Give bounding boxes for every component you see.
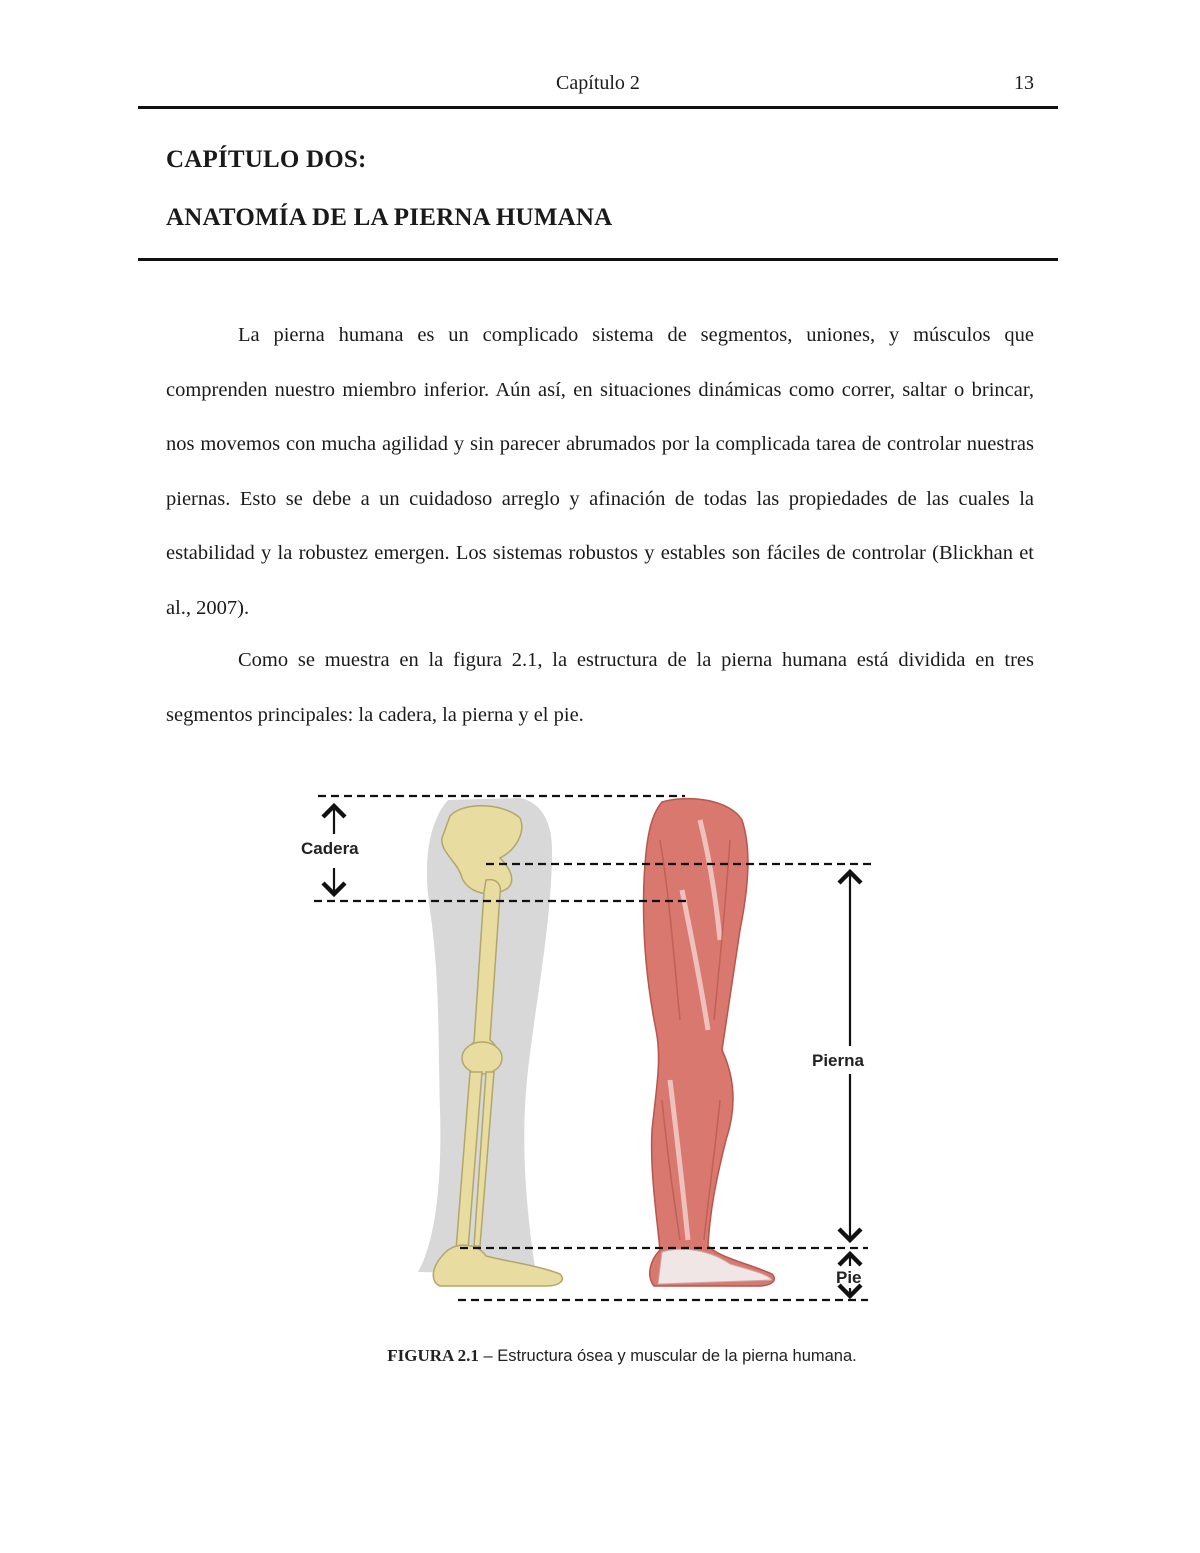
chapter-number-title: CAPÍTULO DOS:	[166, 146, 367, 173]
figure-caption	[0, 1346, 1200, 1366]
foot-label: Pie	[836, 1268, 862, 1287]
title-rule	[138, 258, 1058, 261]
leg-anatomy-illustration	[290, 780, 890, 1325]
running-header-chapter: Capítulo 2	[556, 72, 640, 94]
page-number: 13	[1014, 72, 1034, 94]
leg-label: Pierna	[812, 1051, 864, 1070]
figure-caption-label: FIGURA 2.1	[387, 1346, 479, 1365]
figure-caption-separator: –	[478, 1347, 498, 1365]
paragraph-1	[166, 308, 1034, 635]
hip-label: Cadera	[301, 839, 359, 858]
figure-caption-text: Estructura ósea y muscular de la pierna humana.	[497, 1347, 857, 1365]
paragraph-2-text: Como se muestra en la figura 2.1, la estructura de la pierna humana está dividida en tres segmentos principales: la cadera, la pierna y el pie.	[166, 649, 1034, 726]
paragraph-2	[166, 633, 1034, 742]
figure-2-1	[290, 780, 890, 1325]
paragraph-1-text: La pierna humana es un complicado sistema de segmentos, uniones, y músculos que comprenden nuestro miembro inferior. Aún así, en situaciones dinámicas como correr, saltar o brincar, nos movemos con mucha agilidad y sin parecer abrumados por la complicada tarea de controlar nuestras piernas. Esto se debe a un cuidadoso arreglo y afinación de todas las propiedades de las cuales la estabilidad y la robustez emergen. Los sistemas robustos y estables son fáciles de controlar (Blickhan et al., 2007).	[166, 324, 1034, 619]
header-rule	[138, 106, 1058, 109]
running-header	[138, 72, 1058, 100]
chapter-name-title: ANATOMÍA DE LA PIERNA HUMANA	[166, 204, 613, 231]
knee-joint	[462, 1042, 502, 1074]
